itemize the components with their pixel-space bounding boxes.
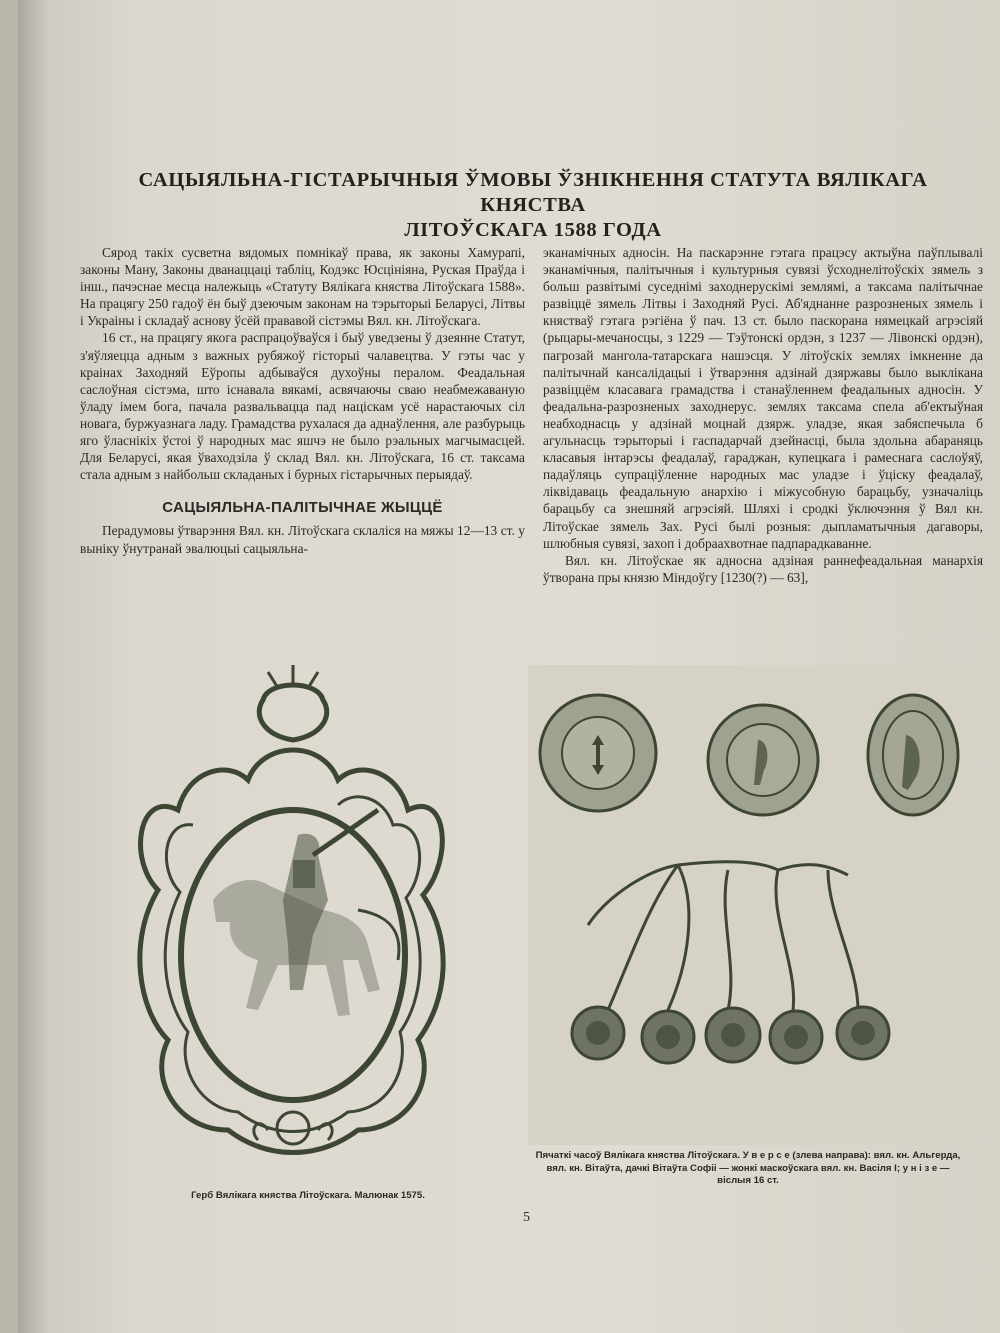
text-column-right bbox=[543, 244, 983, 586]
section-heading: САЦЫЯЛЬНА-ПАЛІТЫЧНАЕ ЖЫЦЦЁ bbox=[162, 499, 443, 517]
title-line-1: САЦЫЯЛЬНА-ГІСТАРЫЧНЫЯ ЎМОВЫ ЎЗНІКНЕННЯ СТАТУТА ВЯЛІКАГА КНЯСТВА bbox=[138, 169, 928, 216]
page-title bbox=[103, 168, 963, 243]
paragraph: Сярод такіх сусветна вядомых помнікаў права, як законы Хамурапі, законы Ману, Законы дванаццаці табліц, Кодэкс Юсцініяна, Руская Праўда і інш., пачэснае месца належыць «Статуту Вялікага княства Літоўскага 1588». На працягу 250 гадоў ён быў дзеючым законам на тэрыторыі Беларусі, Літвы і Украіны і складаў аснову ўсёй прававой сістэмы Вял. кн. Літоўскага. bbox=[80, 245, 525, 329]
paragraph: Перадумовы ўтварэння Вял. кн. Літоўскага склаліся на мяжы 12—13 ст. у выніку ўнутранай эвалюцыі сацыяльна- bbox=[80, 523, 525, 556]
seals-illustration bbox=[528, 665, 968, 1145]
paragraph: эканамічных адносін. На паскарэнне гэтага працэсу актыўна паўплывалі эканамічныя, палітычныя і культурныя сувязі ўсходнелітоўскіх зямель з больш развітымі суседнімі заходнерускімі землямі, а таксама палітычнае развіццё зямель Літвы і Заходняй Русі. Аб'яднанне разрозненых зямель і княстваў гэтага рэгіёна ў пач. 13 ст. было паскорана нямецкай агрэсіяй (рыцары-мечаносцы, з 1229 — Тэўтонскі ордэн, з 1237 — Лівонскі ордэн), пагрозай мангола-татарскага нашэсця. У літоўскіх землях імкненне да палітычнай кансалідацыі і ўтварэння адзінай дзяржавы было выклікана развіццём класавага грамадства і станаўленнем феадальных адносін. У феадальна-разрозненых заходнерус. землях таксама спела аб'ектыўная неабходнасць у адзінай моцнай дзярж. уладзе, якая забяспечыла б агульнасць тэрыторыі і гаспадарчай дзейнасці, была здольна абараняць класавыя інтарэсы феадалаў, гараджан, купецкага і рамеснага саслоўяў, падаўляць супраціўленне народных мас уладзе і ўціску феадалаў, ліквідаваць феадальную анархію і міжусобную барацьбу, узначаліць барацьбу са знешняй агрэсіяй. Шляхі і сродкі ўключэння ў Вял кн. Літоўскае зямель Зах. Русі былі розныя: дыпламатычныя дагаворы, шлюбныя сувязі, захоп і добраахвотнае падпарадкаванне. bbox=[543, 245, 983, 551]
paragraph: Вял. кн. Літоўскае як адносна адзіная раннефеадальная манархія ўтворана пры князю Міндоўгу [1230(?) — 63], bbox=[543, 552, 983, 585]
title-line-2: ЛІТОЎСКАГА 1588 ГОДА bbox=[404, 219, 662, 241]
text-column-left bbox=[80, 244, 525, 557]
paragraph: 16 ст., на працягу якога распрацоўваўся і быў уведзены ў дзеянне Статут, з'яўляецца адным з важных рубяжоў гісторыі чалавецтва. У гэты час у краінах Заходняй Еўропы адбываўся духоўны пералом. Феадальная саслоўная сістэма, што існавала вякамі, асвячаючы сваю неабмежаваную ўладу імем бога, пачала развальвацца пад націскам усё нарастаючых сіл новага, буржуазнага ладу. Грамадства рухалася да аднаўлення, але разбурыць яго ўласнікіх ўстоі ў народных мас яшчэ не было рэальных магчымасцей. Для Беларусі, якая ўваходзіла ў склад Вял. кн. Літоўскага, 16 ст. таксама стала адным з найбольш складаных і бурных гістарычных перыядаў. bbox=[80, 330, 525, 483]
figure-caption-right: Пячаткі часоў Вялікага княства Літоўскага. У в е р с е (злева направа): вял. кн. Альгерда, вял. кн. Вітаўта, дачкі Вітаўта Софіі — жонкі маскоўскага вял. кн. Васіля I; у н і з е — віслыя 16 ст. bbox=[535, 1150, 961, 1186]
page-number: 5 bbox=[523, 1210, 530, 1225]
figure-caption-left: Герб Вялікага княства Літоўскага. Малюнак 1575. bbox=[191, 1190, 425, 1201]
coat-of-arms-illustration bbox=[118, 660, 468, 1180]
book-page bbox=[18, 0, 1000, 1333]
